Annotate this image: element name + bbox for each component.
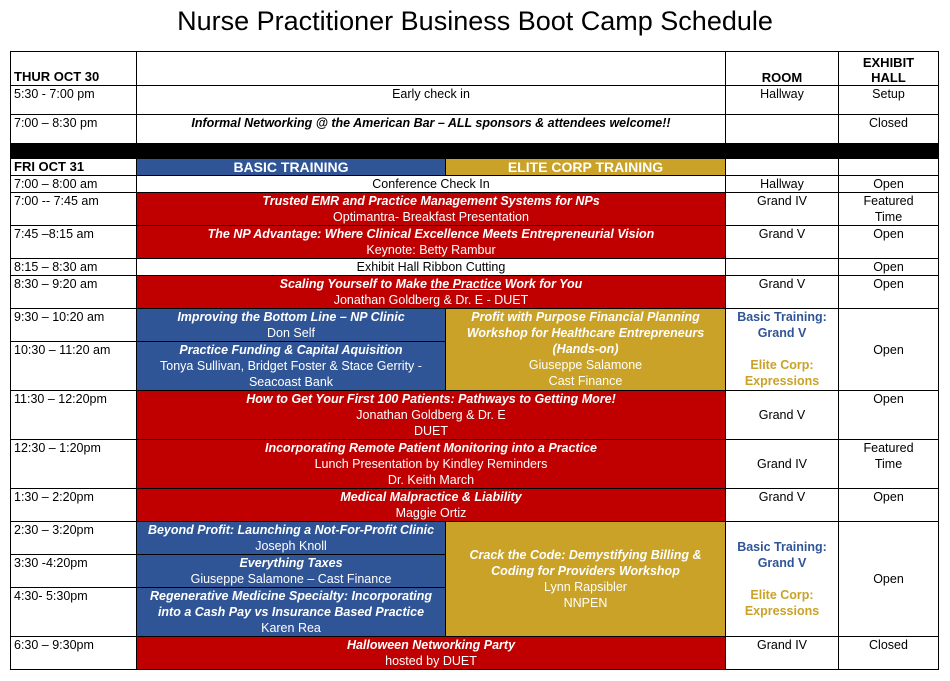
session-presenter: hosted by DUET: [385, 654, 477, 668]
fri-day-label: FRI OCT 31: [11, 159, 137, 176]
hall-line2: Time: [874, 457, 903, 471]
room-cell: [726, 259, 839, 276]
hall-cell: Open: [839, 391, 939, 440]
hall-cell: Open: [839, 276, 939, 309]
session-presenter: Lunch Presentation by Kindley Reminders: [314, 457, 548, 471]
event-cell: Informal Networking @ the American Bar – ALL sponsors & attendees welcome!!: [137, 115, 726, 144]
session-title-line1: Regenerative Medicine Specialty: Incorporating: [149, 589, 433, 603]
session-presenter: Giuseppe Salamone: [528, 358, 643, 372]
session-presenter: Joseph Knoll: [255, 539, 327, 553]
time-cell: 6:30 – 9:30pm: [11, 637, 137, 670]
time-cell: 9:30 – 10:20 am: [11, 309, 137, 342]
elite-session-cell: [446, 309, 726, 391]
session-presenter: Giuseppe Salamone – Cast Finance: [190, 572, 392, 586]
session-title-line2: Workshop for Healthcare Entrepreneurs: [466, 326, 705, 340]
basic-session-cell: [137, 588, 446, 637]
thu-header-blank: [137, 52, 726, 86]
session-cell: [137, 440, 726, 489]
session-title: Trusted EMR and Practice Management Systems for NPs: [262, 194, 600, 208]
session-company: DUET: [413, 424, 449, 438]
day-divider: [11, 144, 939, 159]
room-elite-label: Elite Corp:: [750, 358, 814, 372]
session-presenter: Lynn Rapsibler: [544, 580, 627, 594]
table-row: [11, 309, 939, 342]
room-cell-split: [726, 309, 839, 391]
session-title-line1: Profit with Purpose Financial Planning: [471, 310, 700, 324]
session-title: Everything Taxes: [239, 556, 343, 570]
time-cell: 7:45 –8:15 am: [11, 226, 137, 259]
room-cell: Hallway: [726, 176, 839, 193]
time-cell: 5:30 - 7:00 pm: [11, 86, 137, 115]
session-cell: [137, 226, 726, 259]
session-title: Improving the Bottom Line – NP Clinic: [177, 310, 405, 324]
hall-cell: Closed: [839, 637, 939, 670]
time-cell: 7:00 -- 7:45 am: [11, 193, 137, 226]
day-divider-bar: [11, 144, 939, 159]
session-title-part3: Work for You: [501, 277, 583, 291]
session-title-line3: (Hands-on): [552, 342, 619, 356]
hall-line1: Featured: [863, 441, 914, 455]
page-title: Nurse Practitioner Business Boot Camp Schedule: [177, 6, 773, 36]
table-row: [11, 440, 939, 489]
room-cell: Grand V: [726, 276, 839, 309]
time-cell: 4:30- 5:30pm: [11, 588, 137, 637]
time-cell: 3:30 -4:20pm: [11, 555, 137, 588]
fri-header-row: [11, 159, 939, 176]
session-cell: [137, 489, 726, 522]
time-cell: 11:30 – 12:20pm: [11, 391, 137, 440]
time-cell: 7:00 – 8:30 pm: [11, 115, 137, 144]
session-speaker: Dr. Keith March: [387, 473, 475, 487]
session-presenter: Don Self: [267, 326, 315, 340]
room-basic-label: Basic Training:: [737, 310, 827, 324]
session-title: Practice Funding & Capital Aquisition: [179, 343, 403, 357]
time-cell: 10:30 – 11:20 am: [11, 342, 137, 391]
session-title-line1: Crack the Code: Demystifying Billing &: [469, 548, 702, 562]
basic-training-track-header: BASIC TRAINING: [137, 159, 446, 176]
basic-session-cell: [137, 555, 446, 588]
hall-cell: Open: [839, 489, 939, 522]
session-title: [140, 276, 722, 292]
room-header: ROOM: [726, 52, 839, 86]
thu-day-label: THUR OCT 30: [11, 52, 137, 86]
table-row: [11, 259, 939, 276]
table-row: [11, 637, 939, 670]
session-title-part2: the Practice: [430, 277, 502, 291]
session-presenter: Maggie Ortiz: [395, 506, 467, 520]
room-elite-value: Expressions: [744, 374, 820, 388]
exhibit-hall-header-line1: EXHIBIT: [862, 55, 915, 70]
exhibit-hall-header: [839, 52, 939, 86]
room-elite-label: Elite Corp:: [750, 588, 814, 602]
time-cell: 8:30 – 9:20 am: [11, 276, 137, 309]
session-presenter: Optimantra- Breakfast Presentation: [333, 210, 529, 224]
session-title-line2: into a Cash Pay vs Insurance Based Practice: [157, 605, 425, 619]
thu-header-row: [11, 52, 939, 86]
session-cell: [137, 193, 726, 226]
hall-cell: [839, 440, 939, 489]
fri-room-header-blank: [726, 159, 839, 176]
time-cell: 7:00 – 8:00 am: [11, 176, 137, 193]
basic-session-cell: [137, 522, 446, 555]
session-cell: [137, 276, 726, 309]
hall-line1: Featured: [863, 194, 914, 208]
session-presenter: Tonya Sullivan, Bridget Foster & Stace Gerrity -: [160, 359, 422, 373]
session-title: The NP Advantage: Where Clinical Excellence Meets Entrepreneurial Vision: [207, 227, 655, 241]
room-basic-value: Grand V: [757, 326, 807, 340]
hall-cell: [839, 193, 939, 226]
table-row: [11, 522, 939, 555]
session-presenter: Keynote: Betty Rambur: [366, 243, 496, 257]
fri-hall-header-blank: [839, 159, 939, 176]
table-row: [11, 391, 939, 440]
hall-cell: Closed: [839, 115, 939, 144]
session-cell: [137, 637, 726, 670]
session-title: Incorporating Remote Patient Monitoring into a Practice: [265, 441, 597, 455]
room-cell: Grand V: [726, 226, 839, 259]
hall-cell: Open: [839, 259, 939, 276]
elite-corp-track-header: ELITE CORP TRAINING: [446, 159, 726, 176]
hall-cell: Open: [839, 176, 939, 193]
table-row: [11, 276, 939, 309]
session-company: NNPEN: [563, 596, 608, 610]
session-title: Beyond Profit: Launching a Not-For-Profit Clinic: [147, 523, 435, 537]
hall-cell: Open: [839, 226, 939, 259]
time-cell: 12:30 – 1:20pm: [11, 440, 137, 489]
event-cell: Exhibit Hall Ribbon Cutting: [137, 259, 726, 276]
session-company: Cast Finance: [548, 374, 623, 388]
table-row: [11, 226, 939, 259]
schedule-table: [10, 51, 939, 670]
event-cell: Early check in: [137, 86, 726, 115]
session-presenter: Jonathan Goldberg & Dr. E: [356, 408, 506, 422]
hall-cell: Setup: [839, 86, 939, 115]
room-cell: Grand IV: [726, 637, 839, 670]
room-basic-label: Basic Training:: [737, 540, 827, 554]
room-cell: [726, 115, 839, 144]
elite-session-cell: [446, 522, 726, 637]
session-title-part1: Scaling Yourself to Make: [279, 277, 431, 291]
table-row: [11, 176, 939, 193]
session-presenter: Jonathan Goldberg & Dr. E - DUET: [333, 293, 529, 307]
basic-session-cell: [137, 309, 446, 342]
session-title: Medical Malpractice & Liability: [340, 490, 522, 504]
room-cell: Hallway: [726, 86, 839, 115]
hall-cell: Open: [839, 522, 939, 637]
room-cell-split: [726, 522, 839, 637]
hall-line2: Time: [874, 210, 903, 224]
table-row: [11, 115, 939, 144]
session-title-line2: Coding for Providers Workshop: [491, 564, 680, 578]
time-cell: 2:30 – 3:20pm: [11, 522, 137, 555]
exhibit-hall-header-line2: HALL: [871, 70, 906, 85]
room-basic-value: Grand V: [757, 556, 807, 570]
session-presenter: Karen Rea: [261, 621, 321, 635]
event-cell: Conference Check In: [137, 176, 726, 193]
table-row: [11, 193, 939, 226]
table-row: [11, 489, 939, 522]
session-title: Halloween Networking Party: [346, 638, 516, 652]
room-elite-value: Expressions: [744, 604, 820, 618]
hall-cell: Open: [839, 309, 939, 391]
session-company: Seacoast Bank: [248, 375, 334, 389]
room-cell: Grand IV: [726, 193, 839, 226]
table-row: [11, 86, 939, 115]
time-cell: 1:30 – 2:20pm: [11, 489, 137, 522]
room-cell: Grand V: [726, 489, 839, 522]
session-cell: [137, 391, 726, 440]
room-cell: Grand V: [726, 391, 839, 440]
time-cell: 8:15 – 8:30 am: [11, 259, 137, 276]
room-cell: Grand IV: [726, 440, 839, 489]
session-title: How to Get Your First 100 Patients: Pathways to Getting More!: [246, 392, 616, 406]
basic-session-cell: [137, 342, 446, 391]
